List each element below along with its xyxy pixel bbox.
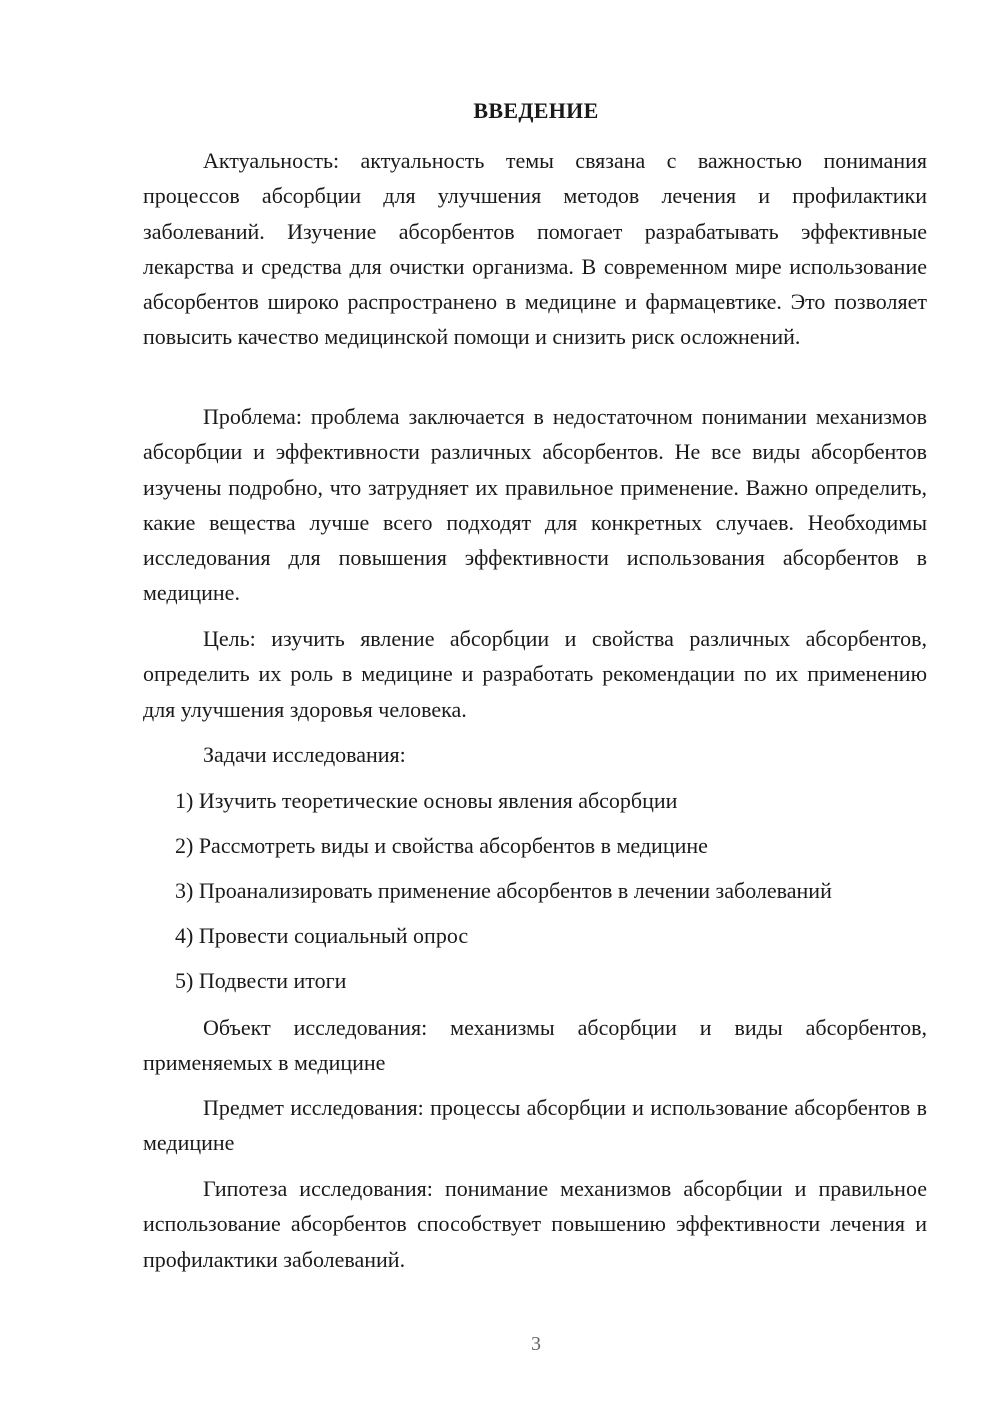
task-item: 1) Изучить теоретические основы явления абсорбции: [175, 788, 678, 813]
subject-paragraph: Предмет исследования: процессы абсорбции и использование абсорбентов в медицине: [143, 1095, 927, 1156]
task-item: 3) Проанализировать применение абсорбентов в лечении заболеваний: [175, 878, 832, 903]
goal-paragraph: Цель: изучить явление абсорбции и свойства различных абсорбентов, определить их роль в медицине и разработать рекомендации по их применению для улучшения здоровья человека.: [143, 626, 927, 722]
task-item: 5) Подвести итоги: [175, 968, 347, 993]
relevance-paragraph: Актуальность: актуальность темы связана с важностью понимания процессов абсорбции для улучшения методов лечения и профилактики заболеваний. Изучение абсорбентов помогает разрабатывать эффективные лекарства и средства для очистки организма. В современном мире использование абсорбентов широко распространено в медицине и фармацевтике. Это позволяет повысить качество медицинской помощи и снизить риск осложнений.: [143, 148, 927, 350]
object-paragraph: Объект исследования: механизмы абсорбции и виды абсорбентов, применяемых в медицине: [143, 1015, 927, 1076]
hypothesis-paragraph: Гипотеза исследования: понимание механизмов абсорбции и правильное использование абсорбентов способствует повышению эффективности лечения и профилактики заболеваний.: [143, 1176, 927, 1272]
task-item: 4) Провести социальный опрос: [175, 923, 469, 948]
task-item: 2) Рассмотреть виды и свойства абсорбентов в медицине: [175, 833, 708, 858]
problem-paragraph: Проблема: проблема заключается в недостаточном понимании механизмов абсорбции и эффективности различных абсорбентов. Не все виды абсорбентов изучены подробно, что затрудняет их правильное применение. Важно определить, какие вещества лучше всего подходят для конкретных случаев. Необходимы исследования для повышения эффективности использования абсорбентов в медицине.: [143, 404, 927, 606]
page-title: ВВЕДЕНИЕ: [473, 98, 599, 123]
tasks-heading: Задачи исследования:: [203, 742, 406, 767]
page-number: 3: [531, 1333, 541, 1355]
